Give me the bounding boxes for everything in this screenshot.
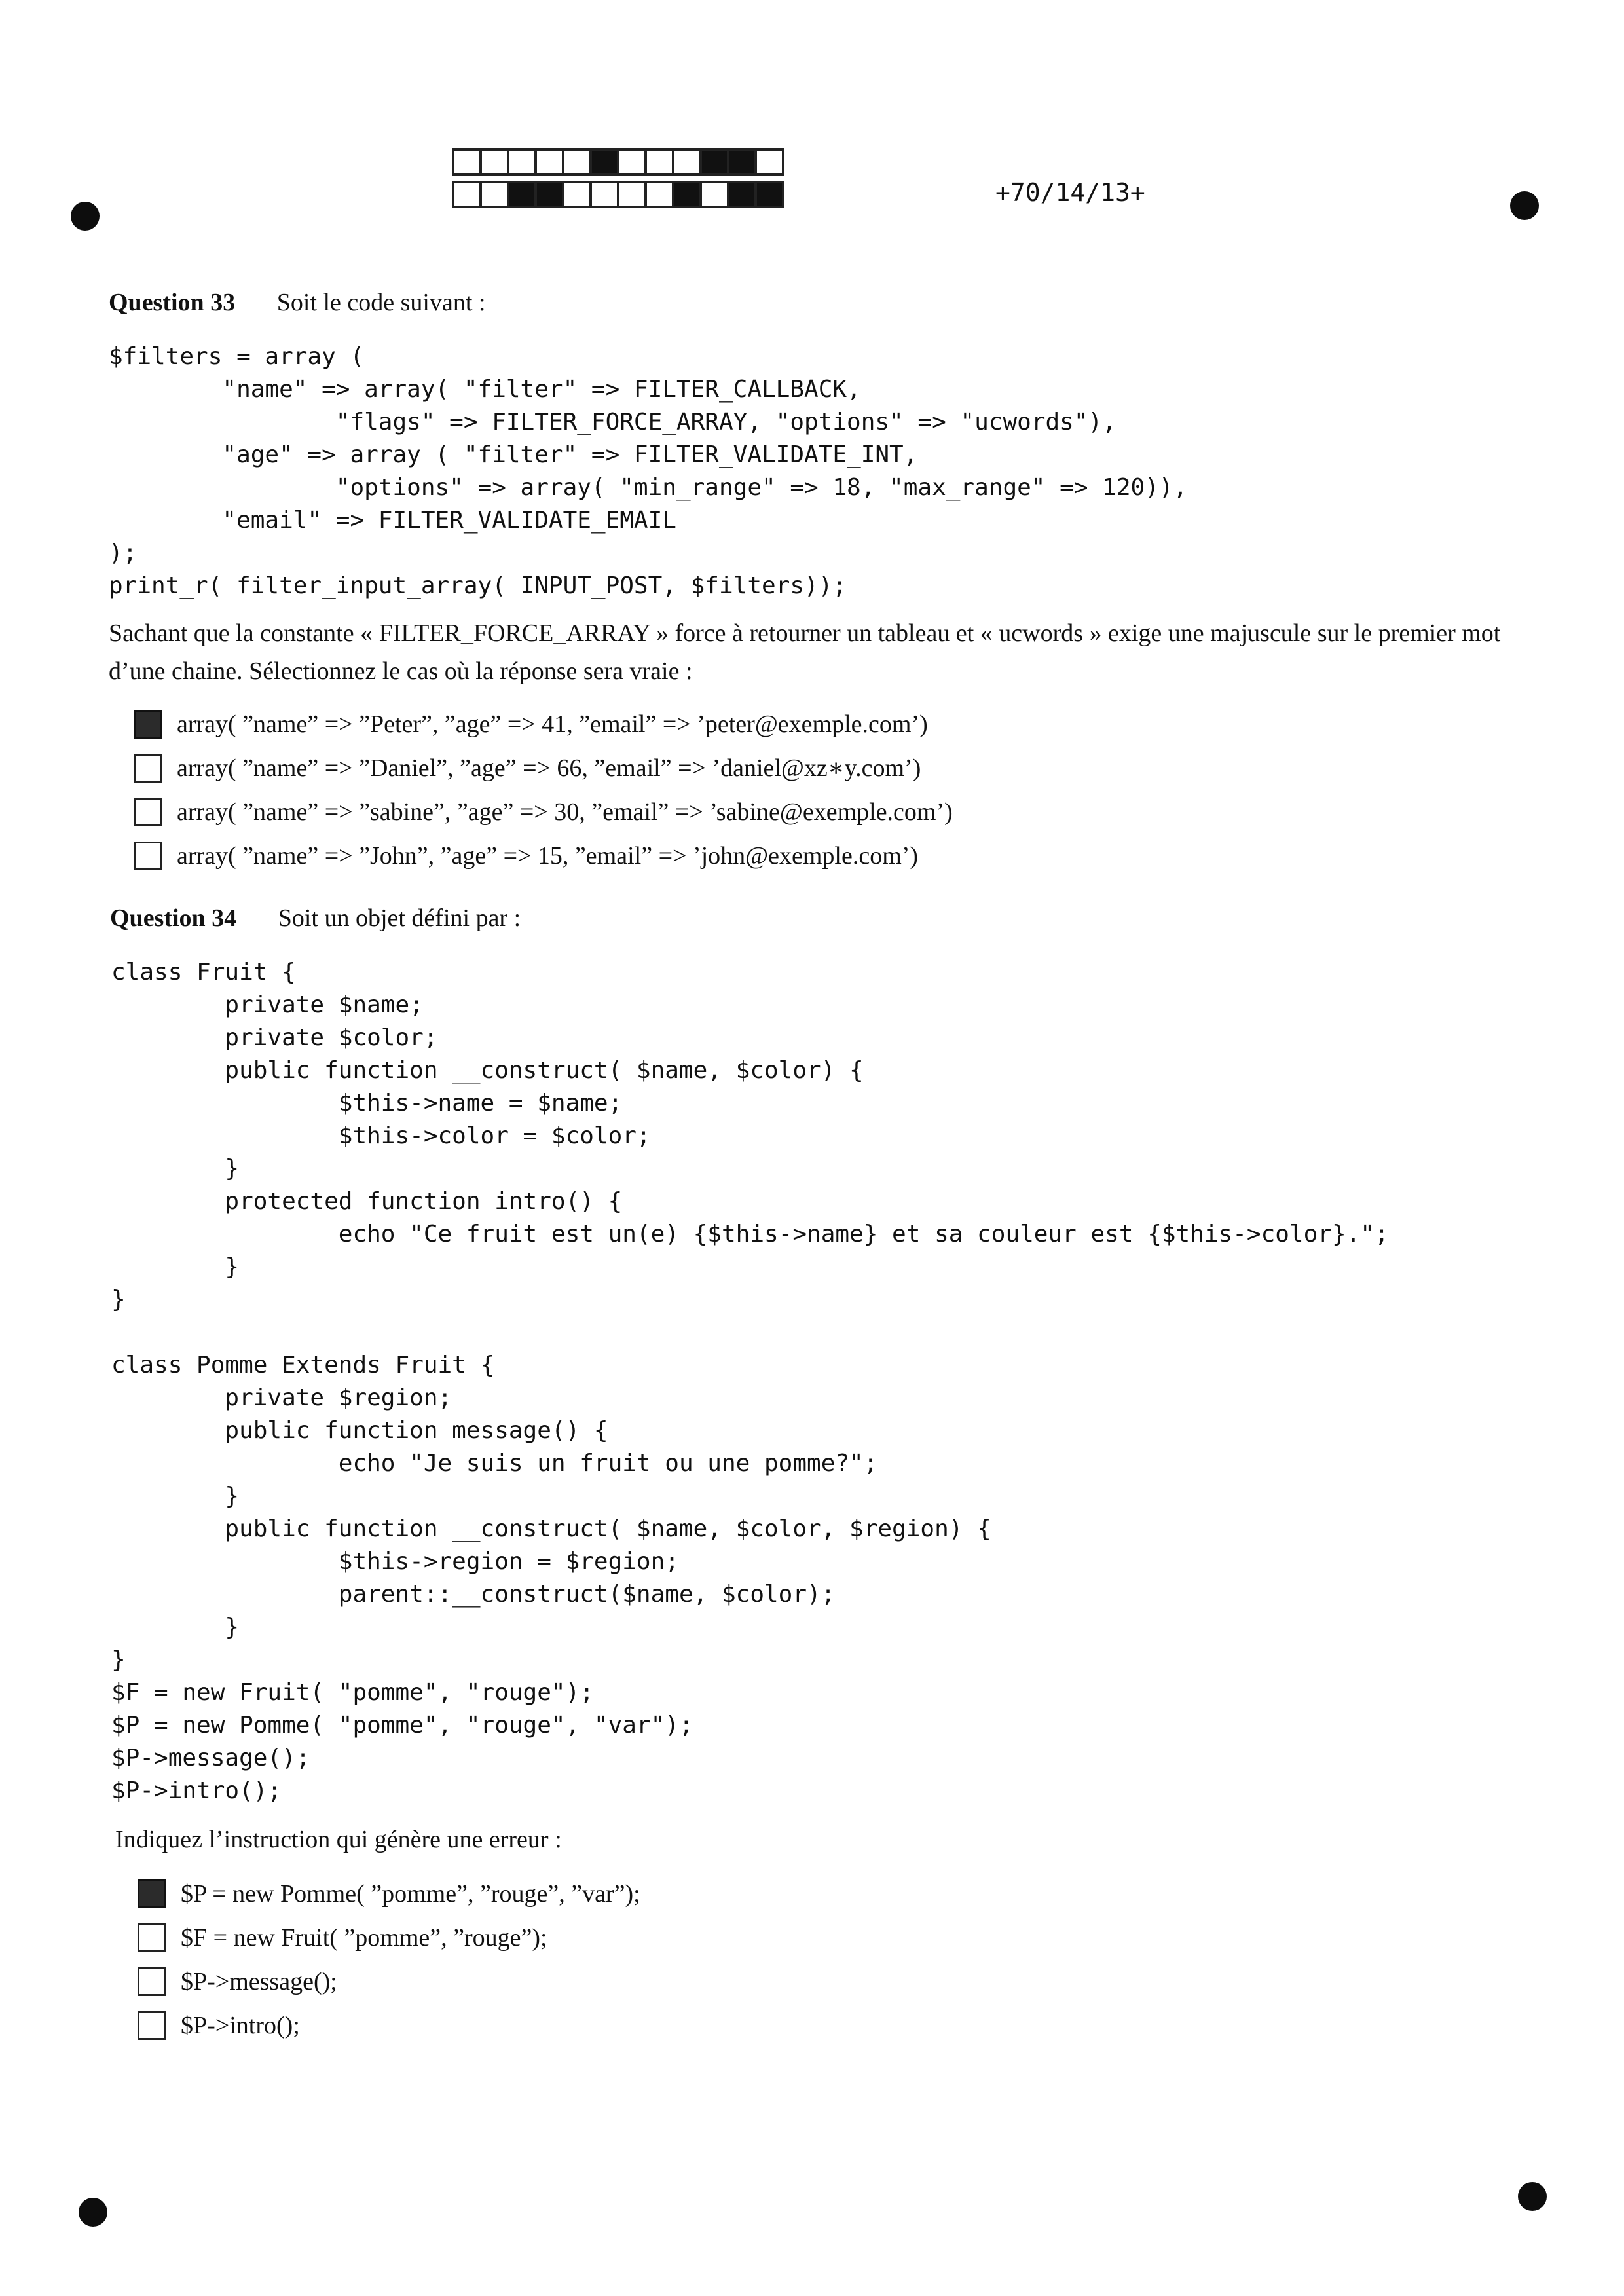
barcode-row-1: [452, 148, 784, 176]
answer-checkbox[interactable]: [138, 2011, 166, 2040]
answer-label: array( ”name” => ”John”, ”age” => 15, ”email” => ’john@exemple.com’): [177, 842, 919, 870]
barcode-cell: [702, 151, 729, 173]
question-33-intro: Soit le code suivant :: [276, 289, 486, 316]
question-33-answer-1[interactable]: [134, 702, 953, 746]
question-34-answer-1[interactable]: [138, 1872, 640, 1916]
answer-label: $P = new Pomme( ”pomme”, ”rouge”, ”var”);: [181, 1879, 640, 1908]
question-34-answer-3[interactable]: [138, 1959, 640, 2003]
page-code: +70/14/13+: [995, 178, 1145, 207]
barcode-cell: [564, 151, 592, 173]
answer-label: array( ”name” => ”Daniel”, ”age” => 66, ”email” => ’daniel@xz∗y.com’): [177, 754, 921, 782]
question-33-answer-4[interactable]: [134, 834, 953, 878]
question-34-label: Question 34: [110, 904, 237, 932]
question-34-statement: Indiquez l’instruction qui génère une erreur :: [115, 1826, 562, 1853]
barcode-cell: [509, 183, 537, 206]
answer-label: array( ”name” => ”sabine”, ”age” => 30, ”email” => ’sabine@exemple.com’): [177, 798, 953, 826]
answer-label: array( ”name” => ”Peter”, ”age” => 41, ”email” => ’peter@exemple.com’): [177, 710, 928, 738]
answer-checkbox[interactable]: [134, 754, 162, 783]
question-34-intro: Soit un objet défini par :: [278, 904, 521, 932]
question-34-header: [110, 904, 521, 933]
answer-checkbox[interactable]: [134, 842, 162, 870]
question-33-label: Question 33: [109, 289, 236, 316]
question-33-code: $filters = array ( "name" => array( "filter" => FILTER_CALLBACK, "flags" => FILTER_FORCE_ARRAY, "options" => "ucwords"), "age" => array ( "filter" => FILTER_VALIDATE_INT, "options" => array( "min_range" => 18, "max_range" => 120)), "email" => FILTER_VALIDATE_EMAIL ); print_r( filter_input_array( INPUT_POST, $filters));: [109, 343, 1188, 599]
question-34-answer-2[interactable]: [138, 1916, 640, 1959]
barcode-cell: [757, 151, 782, 173]
question-34-code: class Fruit { private $name; private $color; public function __construct( $name, $color) { $this->name = $name; $this->color = $color; } protected function intro() { echo "Ce fruit est un(e) {$this->name} et sa couleur est {$this->color}."; } } class Pomme Extends Fruit { private $region; public function message() { echo "Je suis un fruit ou une pomme?"; } public function __construct( $name, $color, $region) { $this->region = $region; parent::__construct($name, $color); } } $F = new Fruit( "pomme", "rouge"); $P = new Pomme( "pomme", "rouge", "var"); $P->message(); $P->intro();: [111, 959, 1389, 1804]
barcode-cell: [674, 183, 702, 206]
registration-mark-bottom-left: [79, 2198, 107, 2227]
barcode-cell: [619, 151, 647, 173]
barcode-cell: [674, 151, 702, 173]
registration-mark-bottom-right: [1518, 2182, 1547, 2211]
barcode-cell: [537, 183, 564, 206]
barcode-cell: [482, 151, 509, 173]
answer-checkbox[interactable]: [138, 1923, 166, 1952]
answer-checkbox[interactable]: [134, 798, 162, 826]
answer-checkbox[interactable]: [134, 710, 162, 739]
question-33-header: [109, 288, 485, 317]
answer-checkbox[interactable]: [138, 1879, 166, 1908]
barcode-cell: [729, 183, 757, 206]
barcode-row-2: [452, 181, 784, 208]
registration-mark-top-left: [71, 202, 100, 231]
barcode-cell: [729, 151, 757, 173]
barcode-cell: [509, 151, 537, 173]
answer-label: $P->intro();: [181, 2011, 300, 2039]
barcode-cell: [647, 151, 674, 173]
barcode-cell: [647, 183, 674, 206]
barcode-cell: [564, 183, 592, 206]
question-33-answer-2[interactable]: [134, 746, 953, 790]
barcode-cell: [454, 183, 482, 206]
registration-mark-top-right: [1510, 191, 1539, 220]
question-33-answer-3[interactable]: [134, 790, 953, 834]
barcode-cell: [482, 183, 509, 206]
barcode-cell: [537, 151, 564, 173]
barcode-cell: [757, 183, 782, 206]
question-34-answer-4[interactable]: [138, 2003, 640, 2047]
question-33-answers: [134, 702, 953, 878]
answer-label: $F = new Fruit( ”pomme”, ”rouge”);: [181, 1923, 547, 1952]
answer-label: $P->message();: [181, 1967, 337, 1995]
barcode-cell: [454, 151, 482, 173]
question-33-statement: Sachant que la constante « FILTER_FORCE_ARRAY » force à retourner un tableau et « ucwords » exige une majuscule sur le premier mot d’une chaine. Sélectionnez le cas où la réponse sera vraie :: [109, 620, 1501, 685]
barcode-cell: [619, 183, 647, 206]
barcode-cell: [592, 151, 619, 173]
question-34-answers: [138, 1872, 640, 2047]
answer-checkbox[interactable]: [138, 1967, 166, 1996]
barcode-cell: [702, 183, 729, 206]
barcode-cell: [592, 183, 619, 206]
